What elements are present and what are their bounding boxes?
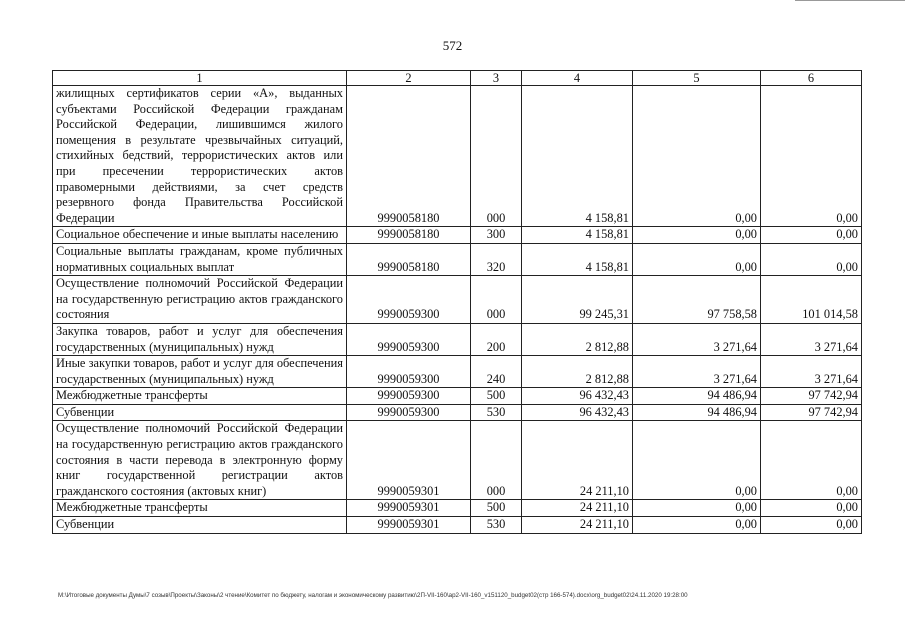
amount-year3-cell: 3 271,64 [761, 323, 862, 355]
target-code-cell: 9990059300 [347, 276, 471, 324]
amount-year3-cell: 97 742,94 [761, 404, 862, 421]
expense-type-cell: 000 [471, 421, 522, 500]
row-name-cell: жилищных сертификатов серии «А», выданных субъектами Российской Федерации гражданам Российской Федерации, лишившимся жилого помещения в результате чрезвычайных ситуаций, стихийных бедствий, террористических актов или при пресечении террористических актов правомерными действиями, за счет средств резервного фонда Правительства Российской Федерации [53, 86, 347, 227]
amount-year1-cell: 99 245,31 [522, 276, 633, 324]
expense-type-cell: 320 [471, 243, 522, 275]
table-row [53, 356, 862, 388]
target-code-cell: 9990059300 [347, 404, 471, 421]
table-row [53, 517, 862, 534]
amount-year3-cell: 101 014,58 [761, 276, 862, 324]
amount-year1-cell: 4 158,81 [522, 243, 633, 275]
target-code-cell: 9990059300 [347, 323, 471, 355]
row-name-cell: Иные закупки товаров, работ и услуг для обеспечения государственных (муниципальных) нужд [53, 356, 347, 388]
row-name-cell: Межбюджетные трансферты [53, 500, 347, 517]
amount-year2-cell: 94 486,94 [633, 404, 761, 421]
column-header: 6 [761, 71, 862, 86]
row-name-cell: Межбюджетные трансферты [53, 388, 347, 405]
budget-table [52, 70, 862, 534]
amount-year1-cell: 2 812,88 [522, 356, 633, 388]
row-name-cell: Социальное обеспечение и иные выплаты населению [53, 227, 347, 244]
amount-year2-cell: 3 271,64 [633, 323, 761, 355]
amount-year3-cell: 0,00 [761, 517, 862, 534]
table-row [53, 227, 862, 244]
expense-type-cell: 000 [471, 86, 522, 227]
row-name-cell: Осуществление полномочий Российской Федерации на государственную регистрацию актов гражданского состояния в части перевода в электронную форму книг государственной регистрации актов гражданского состояния (актовых книг) [53, 421, 347, 500]
amount-year2-cell: 3 271,64 [633, 356, 761, 388]
amount-year2-cell: 0,00 [633, 517, 761, 534]
row-name-cell: Субвенции [53, 404, 347, 421]
expense-type-cell: 530 [471, 517, 522, 534]
column-header: 5 [633, 71, 761, 86]
target-code-cell: 9990058180 [347, 243, 471, 275]
table-row [53, 388, 862, 405]
row-name-cell: Субвенции [53, 517, 347, 534]
amount-year2-cell: 94 486,94 [633, 388, 761, 405]
table-row [53, 86, 862, 227]
row-name-cell: Закупка товаров, работ и услуг для обеспечения государственных (муниципальных) нужд [53, 323, 347, 355]
column-header: 1 [53, 71, 347, 86]
target-code-cell: 9990058180 [347, 227, 471, 244]
amount-year3-cell: 3 271,64 [761, 356, 862, 388]
expense-type-cell: 300 [471, 227, 522, 244]
top-edge-line [795, 0, 905, 1]
amount-year2-cell: 0,00 [633, 243, 761, 275]
table-row [53, 421, 862, 500]
expense-type-cell: 530 [471, 404, 522, 421]
amount-year1-cell: 4 158,81 [522, 86, 633, 227]
target-code-cell: 9990059301 [347, 517, 471, 534]
amount-year3-cell: 97 742,94 [761, 388, 862, 405]
row-name-cell: Осуществление полномочий Российской Федерации на государственную регистрацию актов гражданского состояния [53, 276, 347, 324]
expense-type-cell: 200 [471, 323, 522, 355]
amount-year1-cell: 2 812,88 [522, 323, 633, 355]
target-code-cell: 9990059300 [347, 388, 471, 405]
amount-year1-cell: 24 211,10 [522, 517, 633, 534]
row-name-cell: Социальные выплаты гражданам, кроме публичных нормативных социальных выплат [53, 243, 347, 275]
table-row [53, 323, 862, 355]
table-row [53, 276, 862, 324]
column-header: 3 [471, 71, 522, 86]
target-code-cell: 9990059300 [347, 356, 471, 388]
expense-type-cell: 000 [471, 276, 522, 324]
table-row [53, 404, 862, 421]
table-row [53, 500, 862, 517]
target-code-cell: 9990059301 [347, 421, 471, 500]
amount-year1-cell: 24 211,10 [522, 421, 633, 500]
amount-year1-cell: 24 211,10 [522, 500, 633, 517]
amount-year1-cell: 4 158,81 [522, 227, 633, 244]
document-path-footer: M:\Итоговые документы Думы\7 созыв\Проекты\Законы\2 чтение\Комитет по бюджету, налогам и экономическому развитию\2П-VII-160\ap2-VII-160_v151120_budget02(стр 166-574).docx\org_budget02\24.11.2020 19:28:00 [58, 592, 688, 599]
table-header-row [53, 71, 862, 86]
amount-year1-cell: 96 432,43 [522, 404, 633, 421]
target-code-cell: 9990058180 [347, 86, 471, 227]
table-row [53, 243, 862, 275]
page-number: 572 [442, 38, 463, 53]
target-code-cell: 9990059301 [347, 500, 471, 517]
amount-year2-cell: 0,00 [633, 227, 761, 244]
amount-year3-cell: 0,00 [761, 421, 862, 500]
column-header: 4 [522, 71, 633, 86]
expense-type-cell: 240 [471, 356, 522, 388]
amount-year3-cell: 0,00 [761, 500, 862, 517]
expense-type-cell: 500 [471, 388, 522, 405]
amount-year1-cell: 96 432,43 [522, 388, 633, 405]
column-header: 2 [347, 71, 471, 86]
amount-year2-cell: 0,00 [633, 421, 761, 500]
expense-type-cell: 500 [471, 500, 522, 517]
amount-year2-cell: 0,00 [633, 86, 761, 227]
amount-year3-cell: 0,00 [761, 243, 862, 275]
amount-year3-cell: 0,00 [761, 86, 862, 227]
amount-year3-cell: 0,00 [761, 227, 862, 244]
amount-year2-cell: 97 758,58 [633, 276, 761, 324]
amount-year2-cell: 0,00 [633, 500, 761, 517]
